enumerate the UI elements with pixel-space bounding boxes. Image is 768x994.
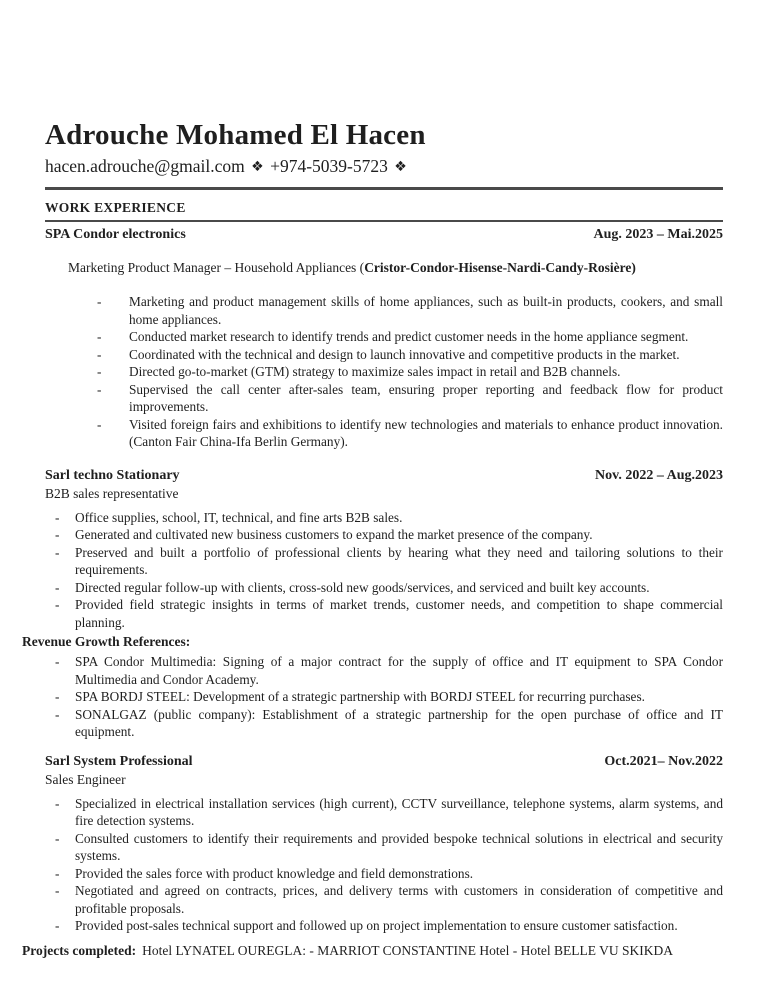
header-divider: [45, 187, 723, 190]
contact-line: [45, 155, 723, 180]
email-text: hacen.adrouche@gmail.com: [45, 156, 245, 176]
job2-dates: Nov. 2022 – Aug.2023: [595, 467, 723, 483]
job3-role: Sales Engineer: [45, 771, 126, 787]
projects-completed-text: Hotel LYNATEL OUREGLA: - MARRIOT CONSTANTINE Hotel - Hotel BELLE VU SKIKDA: [142, 942, 673, 958]
job2-role: B2B sales representative: [45, 485, 179, 501]
job1-dates: Aug. 2023 – Mai.2025: [593, 227, 723, 242]
diamond-separator-icon: ❖: [251, 160, 264, 175]
list-item: - Marketing and product management skills of home appliances, such as built-in products, cookers, and small home appliances.: [45, 293, 723, 328]
list-item: - Generated and cultivated new business customers to expand the market presence of the company.: [45, 526, 723, 544]
list-item: - Specialized in electrical installation services (high current), CCTV surveillance, telephone systems, alarm systems, and fire detection systems.: [45, 795, 723, 830]
list-item: - Supervised the call center after-sales team, ensuring proper reporting and feedback flow for product improvements.: [45, 381, 723, 416]
candidate-name: Adrouche Mohamed El Hacen: [45, 119, 426, 151]
job3-bullet-list: [45, 795, 723, 935]
list-item: - Provided field strategic insights in terms of market trends, customer needs, and competition to shape commercial planning.: [45, 596, 723, 631]
job2-header: [45, 467, 723, 485]
list-item: - Coordinated with the technical and design to launch innovative and competitive products in the market.: [45, 346, 723, 364]
section-divider: [45, 220, 723, 222]
revenue-references-list: [45, 653, 723, 741]
job2-bullet-list: [45, 509, 723, 632]
job3-company: Sarl System Professional: [45, 753, 193, 769]
list-item: - Conducted market research to identify trends and predict customer needs in the home appliance segment.: [45, 328, 723, 346]
list-item: - Office supplies, school, IT, technical, and fine arts B2B sales.: [45, 509, 723, 527]
section-title-work-experience: WORK EXPERIENCE: [45, 200, 186, 215]
list-item: - Visited foreign fairs and exhibitions to identify new technologies and materials to enhance product innovation.(Canton Fair China-Ifa Berlin Germany).: [45, 416, 723, 451]
job1-header: [45, 226, 723, 244]
job3-header: [45, 753, 723, 771]
phone-text: +974-5039-5723: [270, 156, 388, 176]
job1-role: [68, 259, 723, 277]
revenue-references-heading: Revenue Growth References:: [22, 634, 191, 649]
list-item: - Preserved and built a portfolio of professional clients by hearing what they need and tailoring solutions to their requirements.: [45, 544, 723, 579]
list-item: - Negotiated and agreed on contracts, prices, and delivery terms with customers in consideration of competitive and profitable proposals.: [45, 882, 723, 917]
list-item: - Provided post-sales technical support and followed up on project implementation to ensure customer satisfaction.: [45, 917, 723, 935]
job3-dates: Oct.2021– Nov.2022: [604, 753, 723, 769]
job2-company: Sarl techno Stationary: [45, 467, 180, 483]
list-item: - Directed go-to-market (GTM) strategy to maximize sales impact in retail and B2B channels.: [45, 363, 723, 381]
list-item: - SONALGAZ (public company): Establishment of a strategic partnership for the open purchase of office and IT equipment.: [45, 706, 723, 741]
list-item: - Consulted customers to identify their requirements and provided bespoke technical solutions in electrical and security systems.: [45, 830, 723, 865]
diamond-separator-icon: ❖: [394, 160, 407, 175]
job1-company: SPA Condor electronics: [45, 227, 186, 242]
job1-bullet-list: [45, 293, 723, 451]
list-item: - Provided the sales force with product knowledge and field demonstrations.: [45, 865, 723, 883]
projects-completed-label: Projects completed:: [22, 942, 137, 958]
list-item: - SPA Condor Multimedia: Signing of a major contract for the supply of office and IT equipment to SPA Condor Multimedia and Condor Academy.: [45, 653, 723, 688]
job1-role-prefix: Marketing Product Manager – Household Appliances (: [68, 260, 365, 275]
list-item: - SPA BORDJ STEEL: Development of a strategic partnership with BORDJ STEEL for recurring purchases.: [45, 688, 723, 706]
projects-completed-line: [22, 942, 723, 960]
list-item: - Directed regular follow-up with clients, cross-sold new goods/services, and serviced and built key accounts.: [45, 579, 723, 597]
job1-role-brands: Cristor-Condor-Hisense-Nardi-Candy-Rosière): [364, 260, 636, 275]
